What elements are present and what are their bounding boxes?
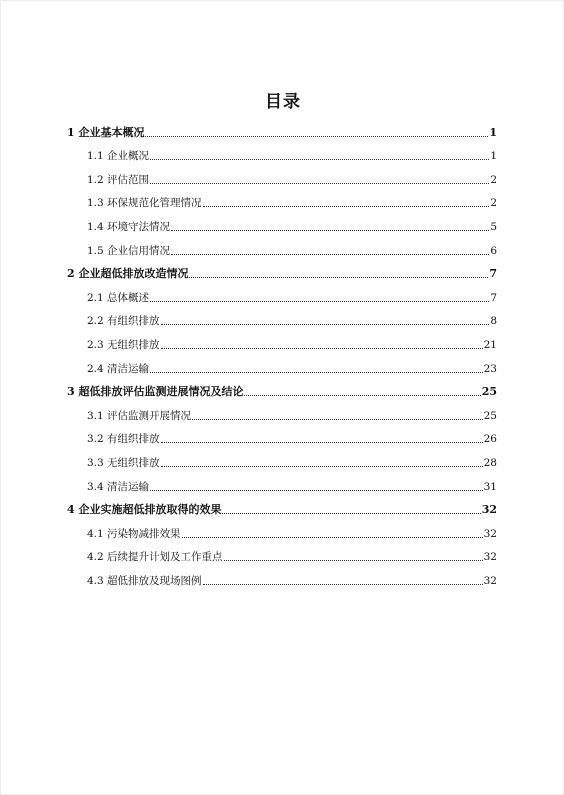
toc-entry-page-number: 6 [490,244,497,257]
toc-section-entry[interactable] [67,352,497,376]
toc-entry-label: 1 企业基本概况 [67,125,145,139]
toc-entry-label: 4.2 后续提升计划及工作重点 [87,551,223,564]
toc-chapter-entry[interactable] [67,494,497,518]
toc-section-entry[interactable] [67,423,497,447]
toc-section-entry[interactable] [67,328,497,352]
toc-entry-page-number: 8 [490,315,497,328]
toc-entry-label: 4.1 污染物减排效果 [87,527,181,540]
toc-entry-page-number: 1 [489,125,497,139]
toc-section-entry[interactable] [67,281,497,305]
toc-entry-page-number: 25 [483,409,497,422]
toc-dot-leader [150,158,489,160]
toc-dot-leader [189,276,488,278]
toc-entry-label: 3.1 评估监测开展情况 [87,409,192,422]
toc-entry-label: 1.1 企业概况 [87,150,150,163]
toc-entry-label: 2.1 总体概述 [87,291,150,304]
toc-dot-leader [192,418,483,420]
toc-entry-label: 2.2 有组织排放 [87,315,160,328]
toc-entry-page-number: 32 [483,574,497,587]
toc-section-entry[interactable] [67,187,497,211]
toc-dot-leader [150,489,483,491]
toc-section-entry[interactable] [67,305,497,329]
toc-section-entry[interactable] [67,517,497,541]
toc-section-entry[interactable] [67,163,497,187]
toc-entry-page-number: 32 [483,527,497,540]
toc-dot-leader [150,182,489,184]
toc-title: 目录 [265,92,301,112]
toc-dot-leader [203,583,483,585]
toc-section-entry[interactable] [67,564,497,588]
toc-entry-page-number: 7 [490,291,497,304]
toc-entry-label: 2.4 清洁运输 [87,362,150,375]
toc-entry-page-number: 28 [483,456,497,469]
toc-dot-leader [244,394,480,396]
toc-dot-leader [171,229,489,231]
toc-dot-leader [182,536,483,538]
toc-entry-page-number: 31 [483,480,497,493]
toc-entry-page-number: 26 [483,433,497,446]
table-of-contents [67,116,497,588]
toc-dot-leader [161,441,483,443]
toc-section-entry[interactable] [67,140,497,164]
toc-dot-leader [161,347,483,349]
toc-entry-page-number: 2 [490,173,497,186]
toc-section-entry[interactable] [67,446,497,470]
toc-dot-leader [161,465,483,467]
toc-section-entry[interactable] [67,399,497,423]
toc-entry-page-number: 32 [483,551,497,564]
toc-entry-page-number: 1 [490,150,497,163]
toc-entry-page-number: 23 [483,362,497,375]
toc-entry-label: 3 超低排放评估监测进展情况及结论 [67,385,244,399]
toc-section-entry[interactable] [67,541,497,565]
toc-entry-label: 3.3 无组织排放 [87,456,160,469]
toc-entry-label: 2.3 无组织排放 [87,338,160,351]
toc-entry-page-number: 5 [490,220,497,233]
toc-entry-label: 1.2 评估范围 [87,173,150,186]
toc-entry-page-number: 21 [483,338,497,351]
toc-dot-leader [222,512,480,514]
toc-chapter-entry[interactable] [67,116,497,140]
toc-entry-label: 1.4 环境守法情况 [87,220,171,233]
toc-chapter-entry[interactable] [67,376,497,400]
toc-entry-page-number: 32 [481,503,497,517]
toc-entry-page-number: 2 [490,197,497,210]
toc-entry-label: 3.4 清洁运输 [87,480,150,493]
toc-section-entry[interactable] [67,470,497,494]
toc-entry-label: 4 企业实施超低排放取得的效果 [67,503,222,517]
toc-section-entry[interactable] [67,210,497,234]
toc-dot-leader [171,253,489,255]
toc-entry-label: 1.3 环保规范化管理情况 [87,197,202,210]
toc-entry-page-number: 25 [481,385,497,399]
toc-dot-leader [145,135,488,137]
toc-dot-leader [203,205,490,207]
toc-dot-leader [150,300,489,302]
toc-entry-label: 4.3 超低排放及现场图例 [87,574,202,587]
toc-entry-label: 3.2 有组织排放 [87,433,160,446]
toc-dot-leader [224,559,483,561]
toc-entry-label: 2 企业超低排放改造情况 [67,267,189,281]
toc-dot-leader [150,371,483,373]
toc-dot-leader [161,323,490,325]
toc-entry-label: 1.5 企业信用情况 [87,244,171,257]
toc-section-entry[interactable] [67,234,497,258]
toc-chapter-entry[interactable] [67,258,497,282]
toc-entry-page-number: 7 [489,267,497,281]
